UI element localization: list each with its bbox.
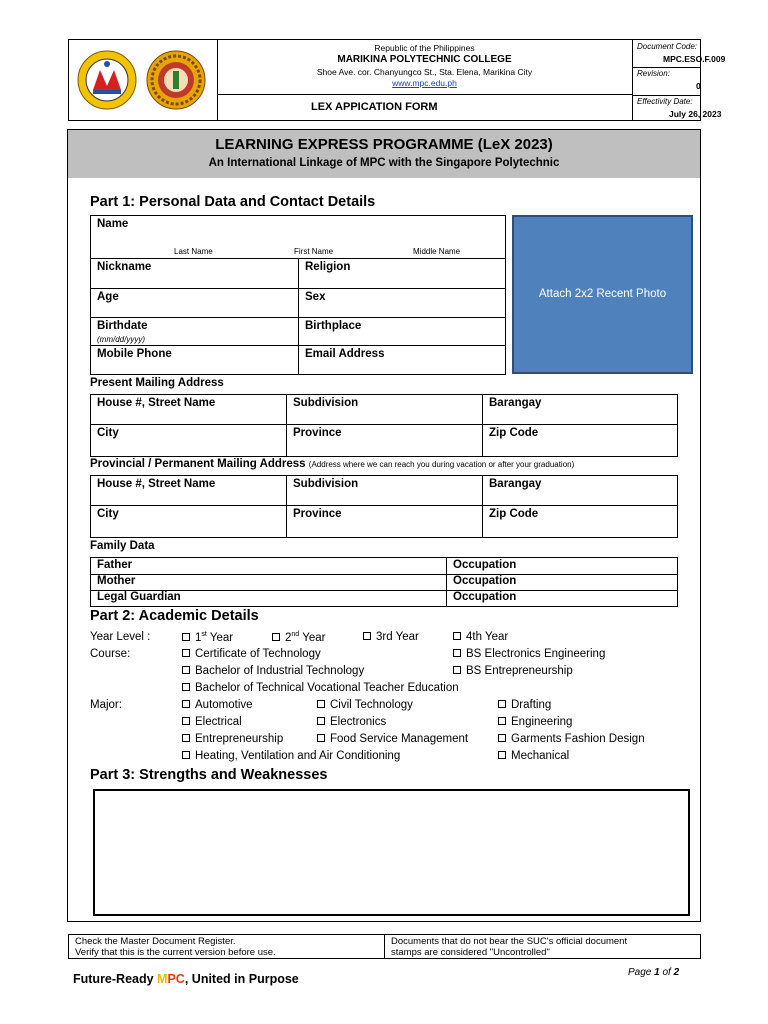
- birthdate-field[interactable]: [90, 317, 299, 346]
- checkbox-icon[interactable]: [182, 683, 190, 691]
- mobile-field[interactable]: [90, 345, 299, 375]
- part3-heading: Part 3: Strengths and Weaknesses: [90, 767, 328, 783]
- provincial-zip-label: Zip Code: [489, 508, 539, 520]
- effectivity-cell: [633, 95, 722, 120]
- college-seals: [69, 40, 217, 120]
- guardian-occupation-field[interactable]: [446, 590, 678, 607]
- college-info: [217, 40, 633, 95]
- effectivity-value: July 26, 2023: [669, 109, 722, 119]
- name-label: Name: [97, 218, 129, 230]
- page-word: Page: [628, 967, 655, 978]
- father-occupation-label: Occupation: [453, 559, 517, 571]
- master-register-line1: Check the Master Document Register.: [75, 936, 236, 947]
- checkbox-icon[interactable]: [182, 700, 190, 708]
- master-register-line2: Verify that this is the current version before use.: [75, 947, 276, 958]
- provincial-province-label: Province: [293, 508, 342, 520]
- nickname-field[interactable]: [90, 258, 299, 289]
- major-option[interactable]: [498, 750, 569, 762]
- revision-cell: [633, 67, 700, 96]
- present-barangay-label: Barangay: [489, 397, 542, 409]
- year2-number: 2: [285, 631, 292, 644]
- revision-value: 0: [696, 81, 701, 91]
- present-city-label: City: [97, 427, 119, 439]
- major-label-text: Drafting: [511, 699, 552, 711]
- father-label: Father: [97, 559, 133, 571]
- religion-field[interactable]: [298, 258, 506, 289]
- provincial-barangay-field[interactable]: [482, 475, 678, 506]
- major-label-text: Engineering: [511, 716, 573, 728]
- year2-suffix: nd: [291, 631, 300, 638]
- logo-cell: [69, 40, 218, 120]
- checkbox-icon[interactable]: [182, 666, 190, 674]
- programme-title: LEARNING EXPRESS PROGRAMME (LeX 2023): [215, 136, 553, 153]
- doc-code-cell: [633, 40, 726, 68]
- major-option[interactable]: [317, 716, 386, 728]
- major-label: Major:: [90, 699, 122, 711]
- present-zip-field[interactable]: [482, 424, 678, 457]
- year4-option[interactable]: [453, 631, 508, 643]
- checkbox-icon[interactable]: [498, 751, 506, 759]
- provincial-house-label: House #, Street Name: [97, 478, 216, 490]
- mpc-seal-icon: [78, 51, 136, 109]
- last-name-hint: Last Name: [174, 247, 213, 256]
- name-field[interactable]: [90, 215, 506, 259]
- provincial-address-heading: [90, 458, 574, 470]
- guardian-occupation-label: Occupation: [453, 591, 517, 603]
- sex-field[interactable]: [298, 288, 506, 318]
- checkbox-icon[interactable]: [498, 700, 506, 708]
- birthplace-label: Birthplace: [305, 320, 362, 332]
- present-city-field[interactable]: [90, 424, 287, 457]
- major-label-text: Civil Technology: [330, 699, 413, 711]
- present-province-field[interactable]: [286, 424, 483, 457]
- form-title: LEX APPICATION FORM: [217, 95, 633, 120]
- year4-label: 4th Year: [466, 631, 509, 643]
- course-option[interactable]: [182, 665, 364, 677]
- major-label-text: Entrepreneurship: [195, 733, 284, 745]
- mother-occupation-field[interactable]: [446, 574, 678, 591]
- course-label-text: BS Electronics Engineering: [466, 648, 606, 660]
- present-house-label: House #, Street Name: [97, 397, 216, 409]
- major-option[interactable]: [498, 716, 572, 728]
- present-address-label: Present Mailing Address: [90, 377, 224, 389]
- checkbox-icon[interactable]: [182, 734, 190, 742]
- part1-heading: Part 1: Personal Data and Contact Details: [90, 194, 376, 210]
- year2-option[interactable]: [272, 631, 325, 644]
- provincial-zip-field[interactable]: [482, 505, 678, 538]
- course-label-text: Certificate of Technology: [195, 648, 321, 660]
- checkbox-icon[interactable]: [317, 700, 325, 708]
- nickname-label: Nickname: [97, 261, 152, 273]
- effectivity-label: Effectivity Date:: [637, 97, 693, 106]
- checkbox-icon[interactable]: [317, 734, 325, 742]
- photo-placeholder[interactable]: Attach 2x2 Recent Photo: [512, 215, 693, 374]
- document-header: [68, 39, 726, 121]
- programme-banner: [68, 130, 700, 178]
- email-field[interactable]: [298, 345, 506, 375]
- father-field[interactable]: [90, 557, 447, 575]
- major-label-text: Heating, Ventilation and Air Conditioning: [195, 750, 401, 762]
- page-of: of: [659, 967, 674, 978]
- mother-label: Mother: [97, 575, 136, 587]
- age-label: Age: [97, 291, 119, 303]
- college-name: MARIKINA POLYTECHNIC COLLEGE: [337, 54, 512, 65]
- major-label-text: Food Service Management: [330, 733, 469, 745]
- tagline-pc: PC: [167, 972, 185, 986]
- checkbox-icon[interactable]: [453, 632, 461, 640]
- tagline-m: M: [157, 972, 168, 986]
- major-option[interactable]: [317, 733, 468, 745]
- checkbox-icon[interactable]: [182, 649, 190, 657]
- checkbox-icon[interactable]: [182, 717, 190, 725]
- tagline-start: Future-Ready: [73, 972, 158, 986]
- religion-label: Religion: [305, 261, 351, 273]
- course-option[interactable]: [453, 648, 605, 660]
- major-option[interactable]: [498, 733, 645, 745]
- provincial-subdivision-field[interactable]: [286, 475, 483, 506]
- present-house-field[interactable]: [90, 394, 287, 425]
- birthdate-label: Birthdate: [97, 320, 148, 332]
- major-label-text: Garments Fashion Design: [511, 733, 645, 745]
- major-option[interactable]: [498, 699, 551, 711]
- provincial-subdivision-label: Subdivision: [293, 478, 359, 490]
- republic-text: Republic of the Philippines: [374, 43, 475, 53]
- family-data-label: Family Data: [90, 540, 155, 552]
- checkbox-icon[interactable]: [182, 633, 190, 641]
- mother-occupation-label: Occupation: [453, 575, 517, 587]
- birthdate-hint: (mm/dd/yyyy): [97, 335, 145, 344]
- birthplace-field[interactable]: [298, 317, 506, 346]
- doc-code-value: MPC.ESO.F.009: [663, 54, 726, 64]
- course-label: Course:: [90, 648, 131, 660]
- major-label-text: Electrical: [195, 716, 242, 728]
- tagline-end: , United in Purpose: [184, 972, 299, 986]
- sex-label: Sex: [305, 291, 326, 303]
- father-occupation-field[interactable]: [446, 557, 678, 575]
- major-option[interactable]: [317, 699, 413, 711]
- uncontrolled-note: [385, 935, 700, 958]
- revision-label: Revision:: [637, 69, 670, 78]
- age-field[interactable]: [90, 288, 299, 318]
- provincial-barangay-label: Barangay: [489, 478, 542, 490]
- uncontrolled-line2: stamps are considered "Uncontrolled": [391, 947, 550, 958]
- year3-option[interactable]: [363, 631, 419, 643]
- gear-seal-icon: [147, 51, 205, 109]
- checkbox-icon[interactable]: [453, 649, 461, 657]
- mobile-label: Mobile Phone: [97, 348, 172, 360]
- mother-field[interactable]: [90, 574, 447, 591]
- guardian-field[interactable]: [90, 590, 447, 607]
- year3-label: 3rd Year: [376, 631, 419, 643]
- major-option[interactable]: [182, 699, 253, 711]
- course-label-text: Bachelor of Technical Vocational Teacher Education: [195, 682, 459, 694]
- major-option[interactable]: [182, 750, 400, 762]
- present-zip-label: Zip Code: [489, 427, 539, 439]
- uncontrolled-line1: Documents that do not bear the SUC's official document: [391, 936, 628, 947]
- checkbox-icon[interactable]: [498, 734, 506, 742]
- tagline: [73, 972, 299, 986]
- checkbox-icon[interactable]: [182, 751, 190, 759]
- major-label-text: Automotive: [195, 699, 253, 711]
- page-total: 2: [673, 967, 680, 978]
- provincial-address-label: Provincial / Permanent Mailing Address: [90, 458, 306, 470]
- major-label-text: Electronics: [330, 716, 387, 728]
- major-option[interactable]: [182, 716, 242, 728]
- checkbox-icon[interactable]: [317, 717, 325, 725]
- course-option[interactable]: [453, 665, 573, 677]
- programme-subtitle: An International Linkage of MPC with the Singapore Polytechnic: [208, 157, 560, 169]
- year-level-label: Year Level :: [90, 631, 151, 643]
- page-number: [628, 967, 679, 978]
- provincial-city-label: City: [97, 508, 119, 520]
- master-register-note: [69, 935, 385, 958]
- course-label-text: BS Entrepreneurship: [466, 665, 573, 677]
- major-label-text: Mechanical: [511, 750, 570, 762]
- year2-word: Year: [302, 631, 326, 644]
- provincial-address-note: (Address where we can reach you during vacation or after your graduation): [308, 460, 575, 469]
- checkbox-icon[interactable]: [272, 633, 280, 641]
- document-control-footer: [68, 934, 701, 959]
- course-option[interactable]: [182, 682, 459, 694]
- strengths-weaknesses-textarea[interactable]: [93, 789, 690, 916]
- year1-option[interactable]: [182, 631, 233, 644]
- page-current: 1: [654, 967, 660, 978]
- present-barangay-field[interactable]: [482, 394, 678, 425]
- provincial-province-field[interactable]: [286, 505, 483, 538]
- year1-word: Year: [209, 631, 234, 644]
- checkbox-icon[interactable]: [498, 717, 506, 725]
- checkbox-icon[interactable]: [453, 666, 461, 674]
- major-option[interactable]: [182, 733, 283, 745]
- provincial-house-field[interactable]: [90, 475, 287, 506]
- part2-heading: Part 2: Academic Details: [90, 608, 259, 624]
- year1-suffix: st: [201, 631, 207, 638]
- doc-code-label: Document Code:: [637, 42, 698, 51]
- present-subdivision-field[interactable]: [286, 394, 483, 425]
- college-address: Shoe Ave. cor. Chanyungco St., Sta. Elena, Marikina City: [316, 67, 533, 77]
- website-link[interactable]: www.mpc.edu.ph: [392, 78, 457, 88]
- first-name-hint: First Name: [294, 247, 334, 256]
- email-label: Email Address: [305, 348, 385, 360]
- year1-number: 1: [195, 631, 202, 644]
- guardian-label: Legal Guardian: [97, 591, 181, 603]
- middle-name-hint: Middle Name: [413, 247, 461, 256]
- present-subdivision-label: Subdivision: [293, 397, 359, 409]
- present-province-label: Province: [293, 427, 342, 439]
- checkbox-icon[interactable]: [363, 632, 371, 640]
- provincial-city-field[interactable]: [90, 505, 287, 538]
- course-label-text: Bachelor of Industrial Technology: [195, 665, 365, 677]
- course-option[interactable]: [182, 648, 321, 660]
